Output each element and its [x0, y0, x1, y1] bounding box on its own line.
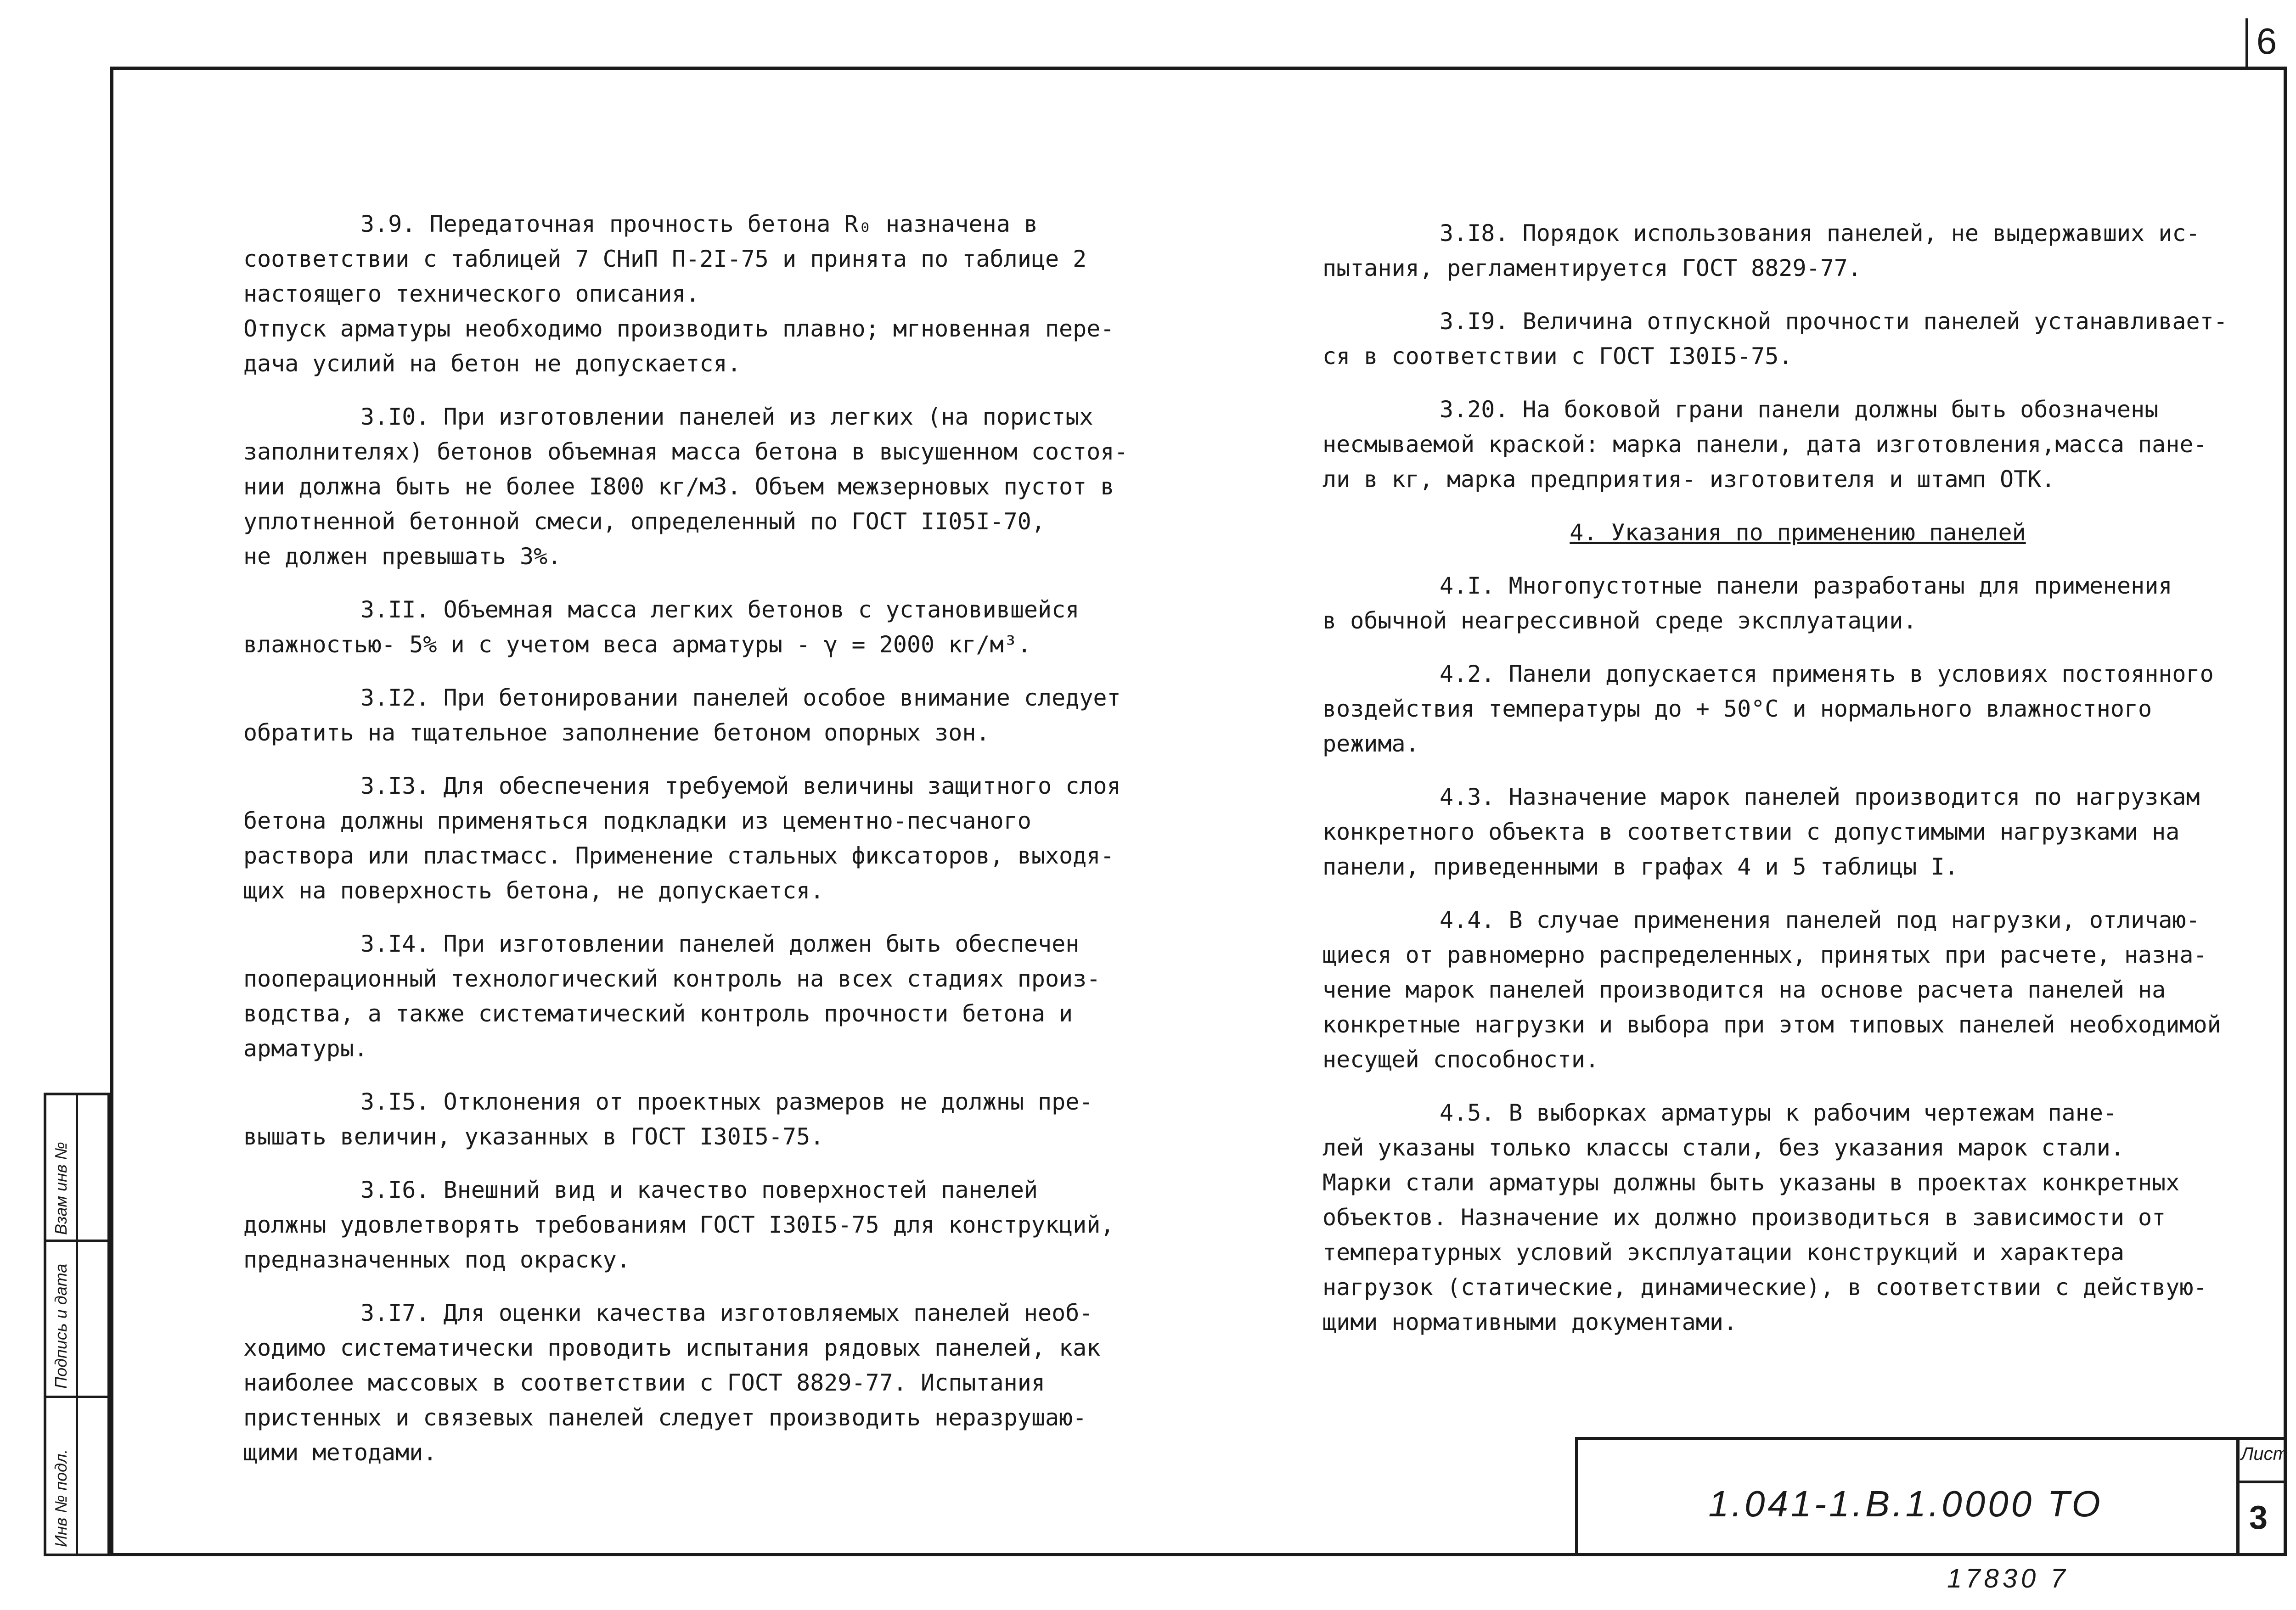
sheet-top-number: 6 — [2245, 18, 2285, 69]
paragraph-3-13: 3.I3. Для обеспечения требуемой величины защитного слоя бетона должны применяться подкладки из цементно-песчаного раствора или пластмасс. Применение стальных фиксаторов, выходя- щих на поверхность бетона, не допускается. — [243, 773, 1121, 904]
side-stamp-signature: Подпись и дата — [51, 1263, 70, 1389]
side-stamp-divider — [44, 1396, 110, 1398]
side-stamp-replacement: Взам инв № — [51, 1142, 70, 1235]
paragraph-3-17: 3.I7. Для оценки качества изготовляемых панелей необ- ходимо систематически проводить испытания рядовых панелей, как наиболее массовых в соответствии с ГОСТ 8829-77. Испытания пристенных и связевых панелей следует производить неразрушаю- щими методами. — [243, 1300, 1101, 1466]
section-heading: 4. Указания по применению панелей — [1570, 519, 2026, 546]
paragraph-3-11: 3.II. Объемная масса легких бетонов с установившейся влажностью- 5% и с учетом веса арматуры - γ = 2000 кг/м³. — [243, 596, 1080, 658]
paragraph-4-5: 4.5. В выборках арматуры к рабочим чертежам пане- лей указаны только классы стали, без указания марок стали. Марки стали арматуры должны быть указаны в проектах конкретных объектов. Назначение их должно производиться в зависимости от температурных условий эксплуатации конструкций и характера нагрузок (статические, динамические), в соответствии с действую- щими нормативными документами. — [1322, 1100, 2207, 1335]
sheet-divider — [2236, 1481, 2287, 1483]
bottom-note: 17830 7 — [1947, 1564, 2069, 1593]
paragraph-3-16: 3.I6. Внешний вид и качество поверхностей панелей должны удовлетворять требованиям ГОСТ I30I5-75 для конструкций, предназначенных под окраску. — [243, 1177, 1114, 1273]
paragraph-3-10: 3.I0. При изготовлении панелей из легких (на пористых заполнителях) бетонов объемная масса бетона в высушенном состоя- нии должна быть не более I800 кг/м3. Объем межзерновых пустот в уплотненной бетонной смеси, определенный по ГОСТ II05I-70, не должен превышать 3%. — [243, 404, 1128, 570]
side-stamp-line — [76, 1093, 78, 1556]
paragraph-3-20: 3.20. На боковой грани панели должны быть обозначены несмываемой краской: марка панели, дата изготовления,масса пане- ли в кг, марка предприятия- изготовителя и штамп ОТК. — [1322, 396, 2207, 493]
paragraph-4-1: 4.I. Многопустотные панели разработаны для применения в обычной неагрессивной среде эксплуатации. — [1322, 572, 2172, 634]
side-stamp-inventory: Инв № подл. — [51, 1449, 70, 1547]
right-column — [1322, 216, 2273, 1358]
sheet-number: 3 — [2249, 1499, 2268, 1536]
sheet-label: Лист — [2241, 1444, 2288, 1464]
document-code: 1.041-1.В.1.0000 ТО — [1708, 1483, 2103, 1524]
paragraph-3-15: 3.I5. Отклонения от проектных размеров не должны пре- вышать величин, указанных в ГОСТ I30I5-75. — [243, 1088, 1093, 1150]
side-stamp-divider — [44, 1240, 110, 1242]
paragraph-3-19: 3.I9. Величина отпускной прочности панелей устанавливает- ся в соответствии с ГОСТ I30I5-75. — [1322, 308, 2228, 370]
left-column — [243, 207, 1185, 1488]
paragraph-3-12: 3.I2. При бетонировании панелей особое внимание следует обратить на тщательное заполнение бетоном опорных зон. — [243, 684, 1121, 746]
paragraph-4-3: 4.3. Назначение марок панелей производится по нагрузкам конкретного объекта в соответствии с допустимыми нагрузками на панели, приведенными в графах 4 и 5 таблицы I. — [1322, 784, 2200, 880]
paragraph-4-4: 4.4. В случае применения панелей под нагрузки, отличаю- щиеся от равномерно распределенных, принятых при расчете, назна- чение марок панелей производится на основе расчета панелей на конкретные нагрузки и выбора при этом типовых панелей необходимой несущей способности. — [1322, 907, 2221, 1073]
paragraph-3-14: 3.I4. При изготовлении панелей должен быть обеспечен пооперационный технологический контроль на всех стадиях произ- водства, а также систематический контроль прочности бетона и арматуры. — [243, 931, 1101, 1062]
paragraph-3-18: 3.I8. Порядок использования панелей, не выдержавших ис- пытания, регламентируется ГОСТ 8829-77. — [1322, 220, 2200, 281]
paragraph-3-9: 3.9. Передаточная прочность бетона R₀ назначена в соответствии с таблицей 7 СНиП П-2I-75 и принята по таблице 2 настоящего технического описания. Отпуск арматуры необходимо производить плавно; мгновенная пере- дача усилий на бетон не допускается. — [243, 211, 1114, 377]
paragraph-4-2: 4.2. Панели допускается применять в условиях постоянного воздействия температуры до + 50°С и нормального влажностного режима. — [1322, 661, 2214, 757]
